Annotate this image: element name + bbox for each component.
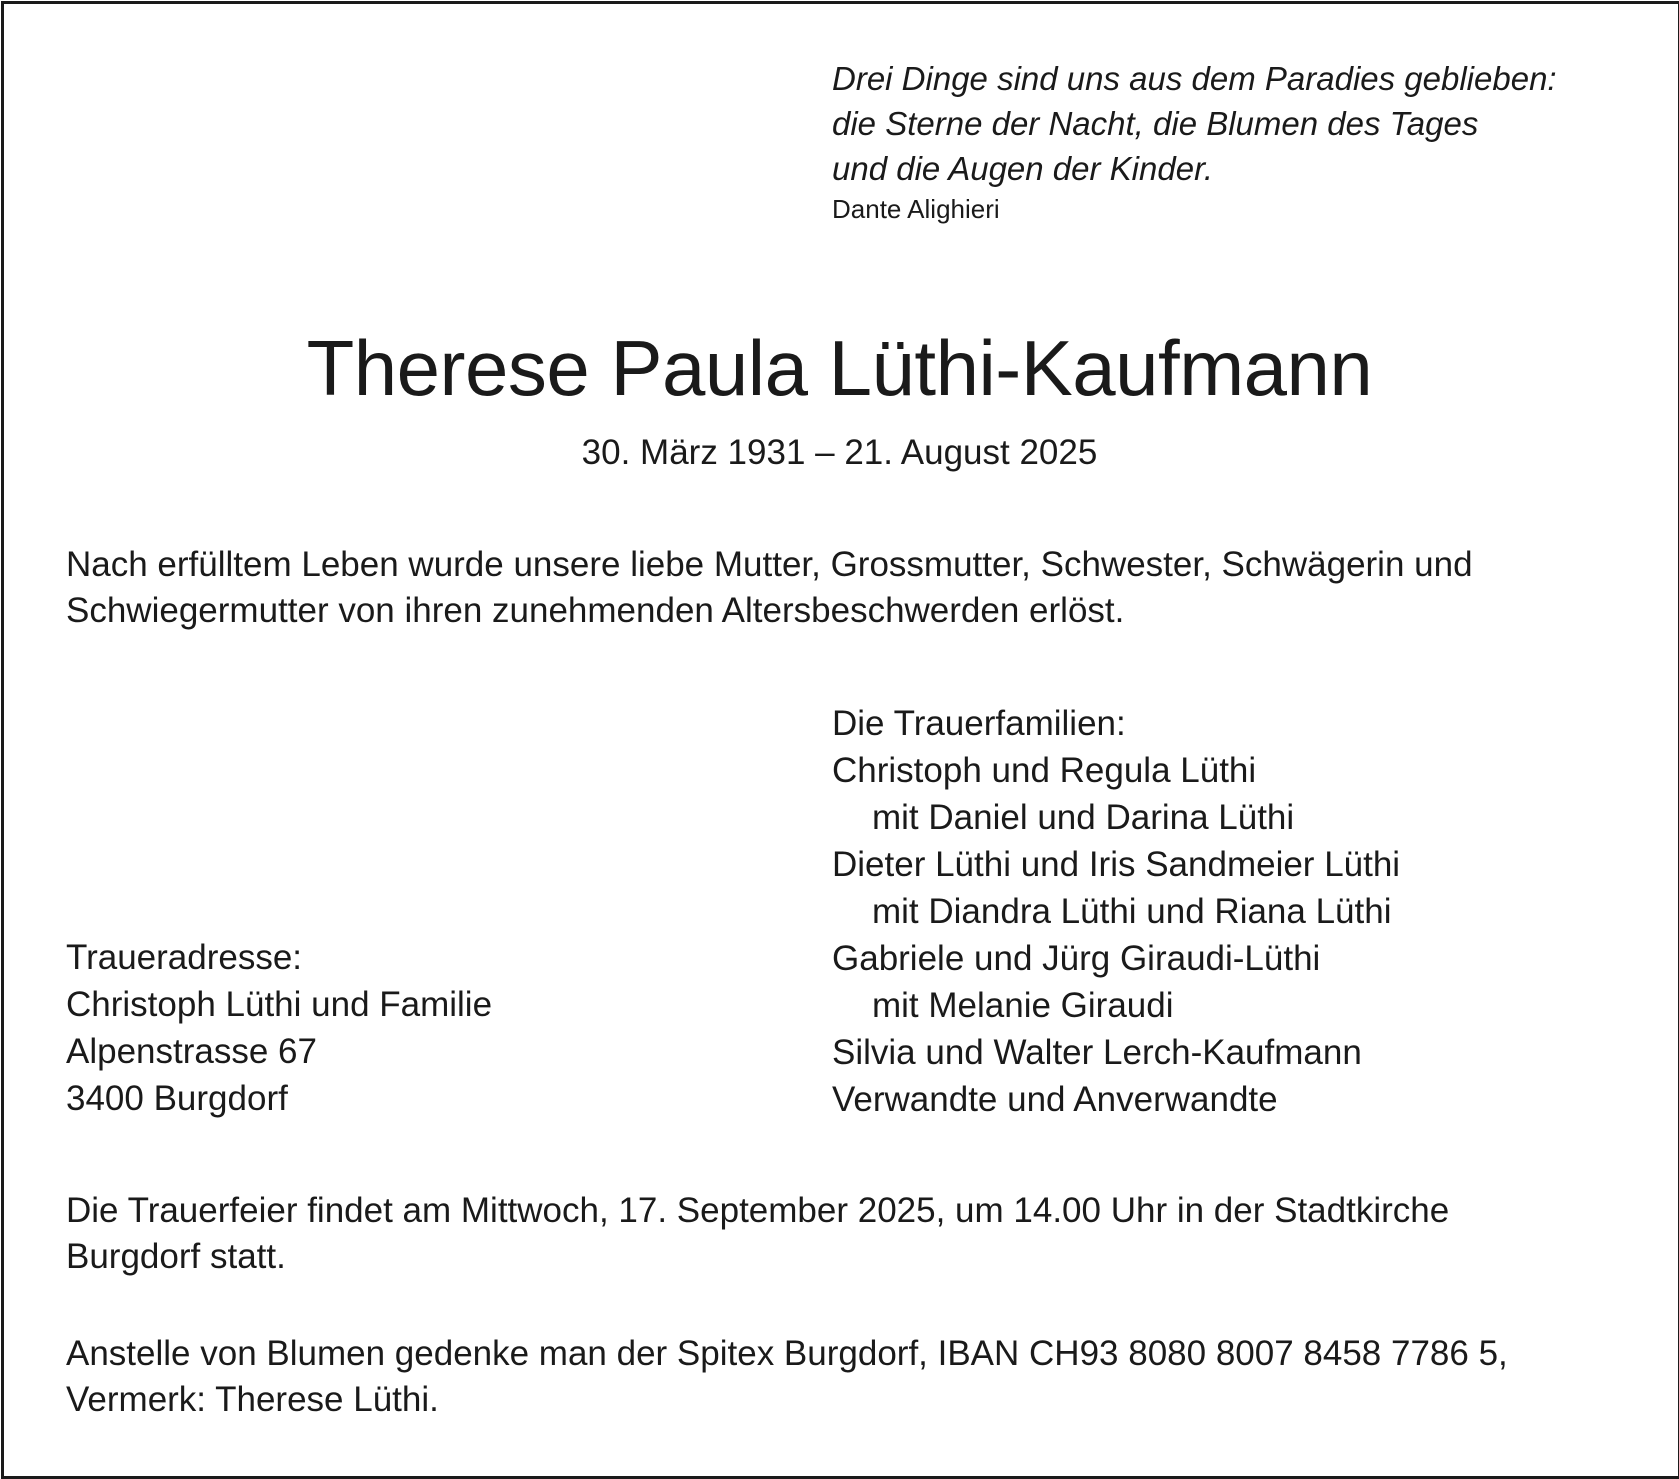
address-line: Alpenstrasse 67 [66,1032,317,1071]
address-heading: Traueradresse: [66,938,303,977]
ceremony-line: Die Trauerfeier findet am Mittwoch, 17. September 2025, um 14.00 Uhr in der Stadtkirche [66,1191,1450,1230]
life-dates: 30. März 1931 – 21. August 2025 [581,433,1098,472]
quote [832,56,1557,191]
mourning-address [66,934,492,1122]
family-line-indented: mit Diandra Lüthi und Riana Lüthi [872,892,1392,931]
intro-line: Nach erfülltem Leben wurde unsere liebe Mutter, Grossmutter, Schwester, Schwägerin und [66,545,1473,584]
quote-author: Dante Alighieri [832,194,1000,224]
family-line-indented: mit Daniel und Darina Lüthi [872,798,1295,837]
address-line: 3400 Burgdorf [66,1079,288,1118]
address-line: Christoph Lüthi und Familie [66,985,493,1024]
quote-line: die Sterne der Nacht, die Blumen des Tages [832,105,1479,142]
family-line-indented: mit Melanie Giraudi [872,986,1174,1025]
intro-line: Schwiegermutter von ihren zunehmenden Altersbeschwerden erlöst. [66,591,1125,630]
family-line: Christoph und Regula Lüthi [832,751,1257,790]
deceased-name: Therese Paula Lüthi-Kaufmann [306,324,1373,412]
family-line: Verwandte und Anverwandte [832,1080,1278,1119]
ceremony-line: Burgdorf statt. [66,1237,286,1276]
family-line: Dieter Lüthi und Iris Sandmeier Lüthi [832,845,1401,884]
donation-line: Vermerk: Therese Lüthi. [66,1380,439,1419]
donation-paragraph [66,1331,1508,1423]
intro-paragraph [66,542,1473,634]
mourning-families [832,700,1400,1123]
ceremony-paragraph [66,1188,1449,1280]
quote-line: Drei Dinge sind uns aus dem Paradies geblieben: [832,60,1557,97]
family-line: Gabriele und Jürg Giraudi-Lüthi [832,939,1321,978]
family-line: Silvia und Walter Lerch-Kaufmann [832,1033,1362,1072]
donation-line: Anstelle von Blumen gedenke man der Spitex Burgdorf, IBAN CH93 8080 8007 8458 7786 5, [66,1334,1508,1373]
quote-line: und die Augen der Kinder. [832,150,1213,187]
families-heading: Die Trauerfamilien: [832,704,1126,743]
